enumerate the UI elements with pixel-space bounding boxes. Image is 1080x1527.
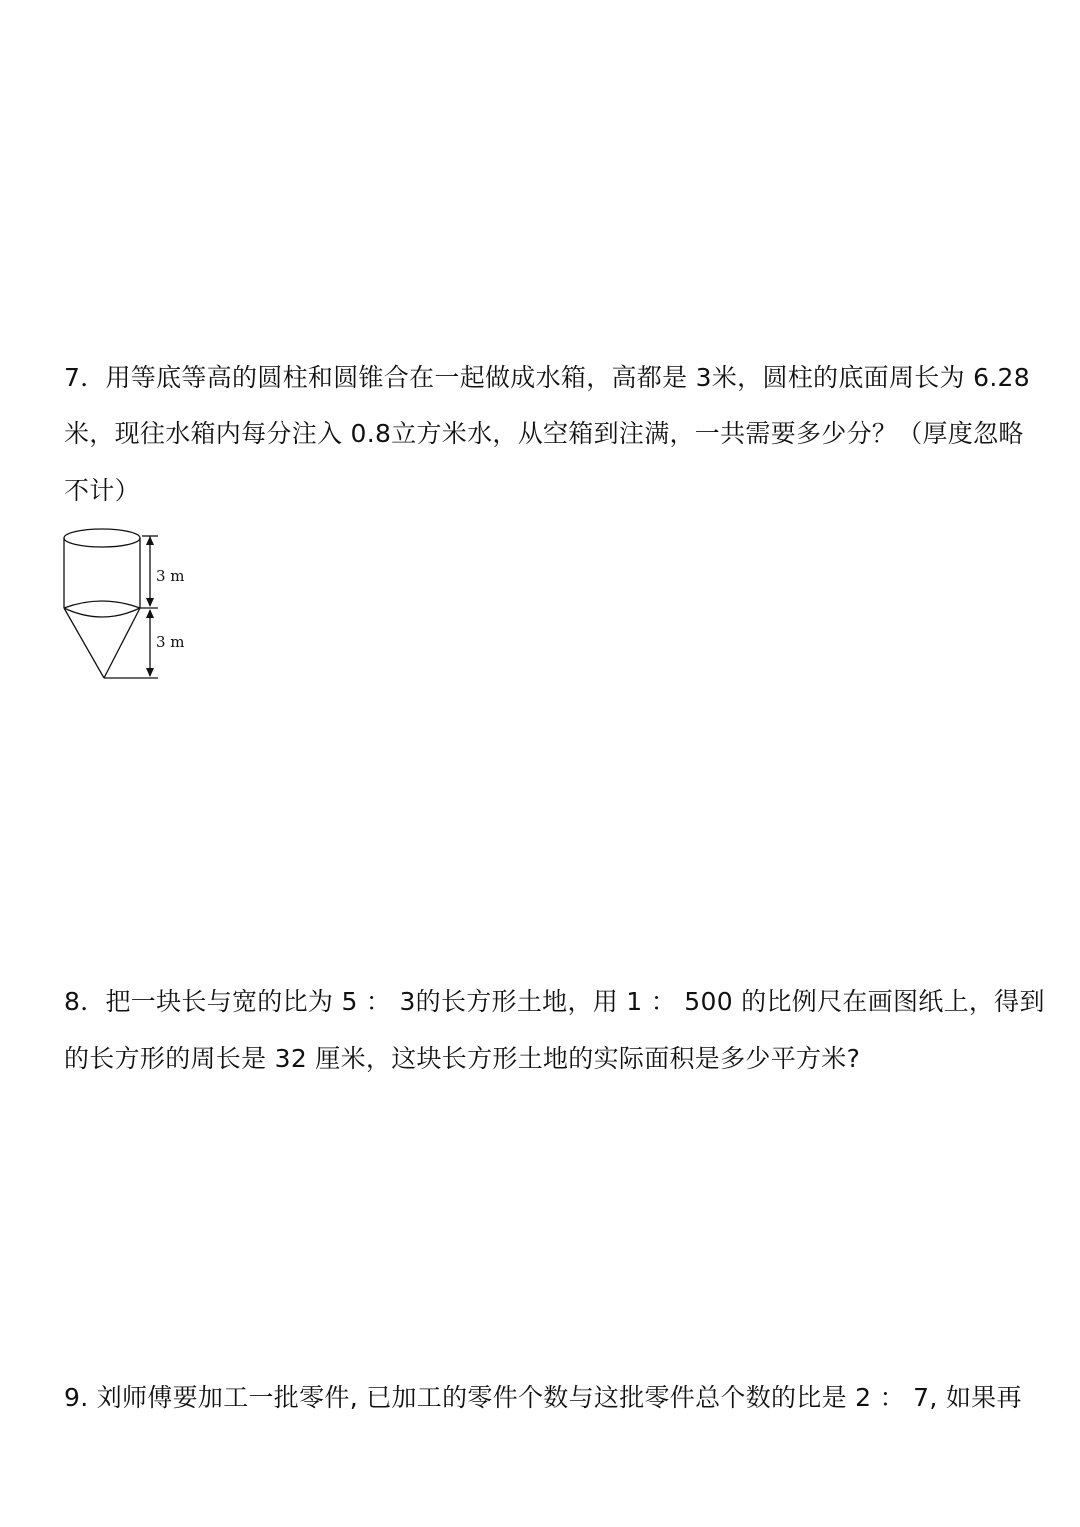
question-9-line-1: 9. 刘师傅要加工一批零件, 已加工的零件个数与这批零件总个数的比是 2 ： 7, 如果再 xyxy=(64,1383,1022,1412)
arrow-top-up-icon xyxy=(146,536,154,545)
arrow-bottom-down-icon xyxy=(146,668,154,677)
lower-height-label: 3 m xyxy=(156,633,185,651)
question-7-line-3: 不计） xyxy=(64,476,140,505)
cylinder-bottom-back-arc xyxy=(64,601,140,608)
cone-left-side xyxy=(64,608,104,678)
cylinder-top-ellipse xyxy=(64,529,140,547)
cone-right-side xyxy=(104,608,140,678)
arrow-mid-up-icon xyxy=(146,609,154,618)
question-7-line-1: 7．用等底等高的圆柱和圆锥合在一起做成水箱，高都是 3米，圆柱的底面周长为 6.28 xyxy=(64,363,1030,392)
arrow-mid-down-icon xyxy=(146,598,154,607)
question-8-line-1: 8．把一块长与宽的比为 5 ： 3的长方形土地，用 1 ： 500 的比例尺在画图纸上，得到 xyxy=(64,987,1045,1016)
upper-height-label: 3 m xyxy=(156,567,185,585)
question-8-line-2: 的长方形的周长是 32 厘米，这块长方形土地的实际面积是多少平方米? xyxy=(64,1044,861,1073)
question-7-line-2: 米，现往水箱内每分注入 0.8立方米水，从空箱到注满，一共需要多少分？（厚度忽略 xyxy=(64,419,1024,448)
cylinder-bottom-arc xyxy=(64,608,140,617)
water-tank-figure xyxy=(60,524,200,684)
